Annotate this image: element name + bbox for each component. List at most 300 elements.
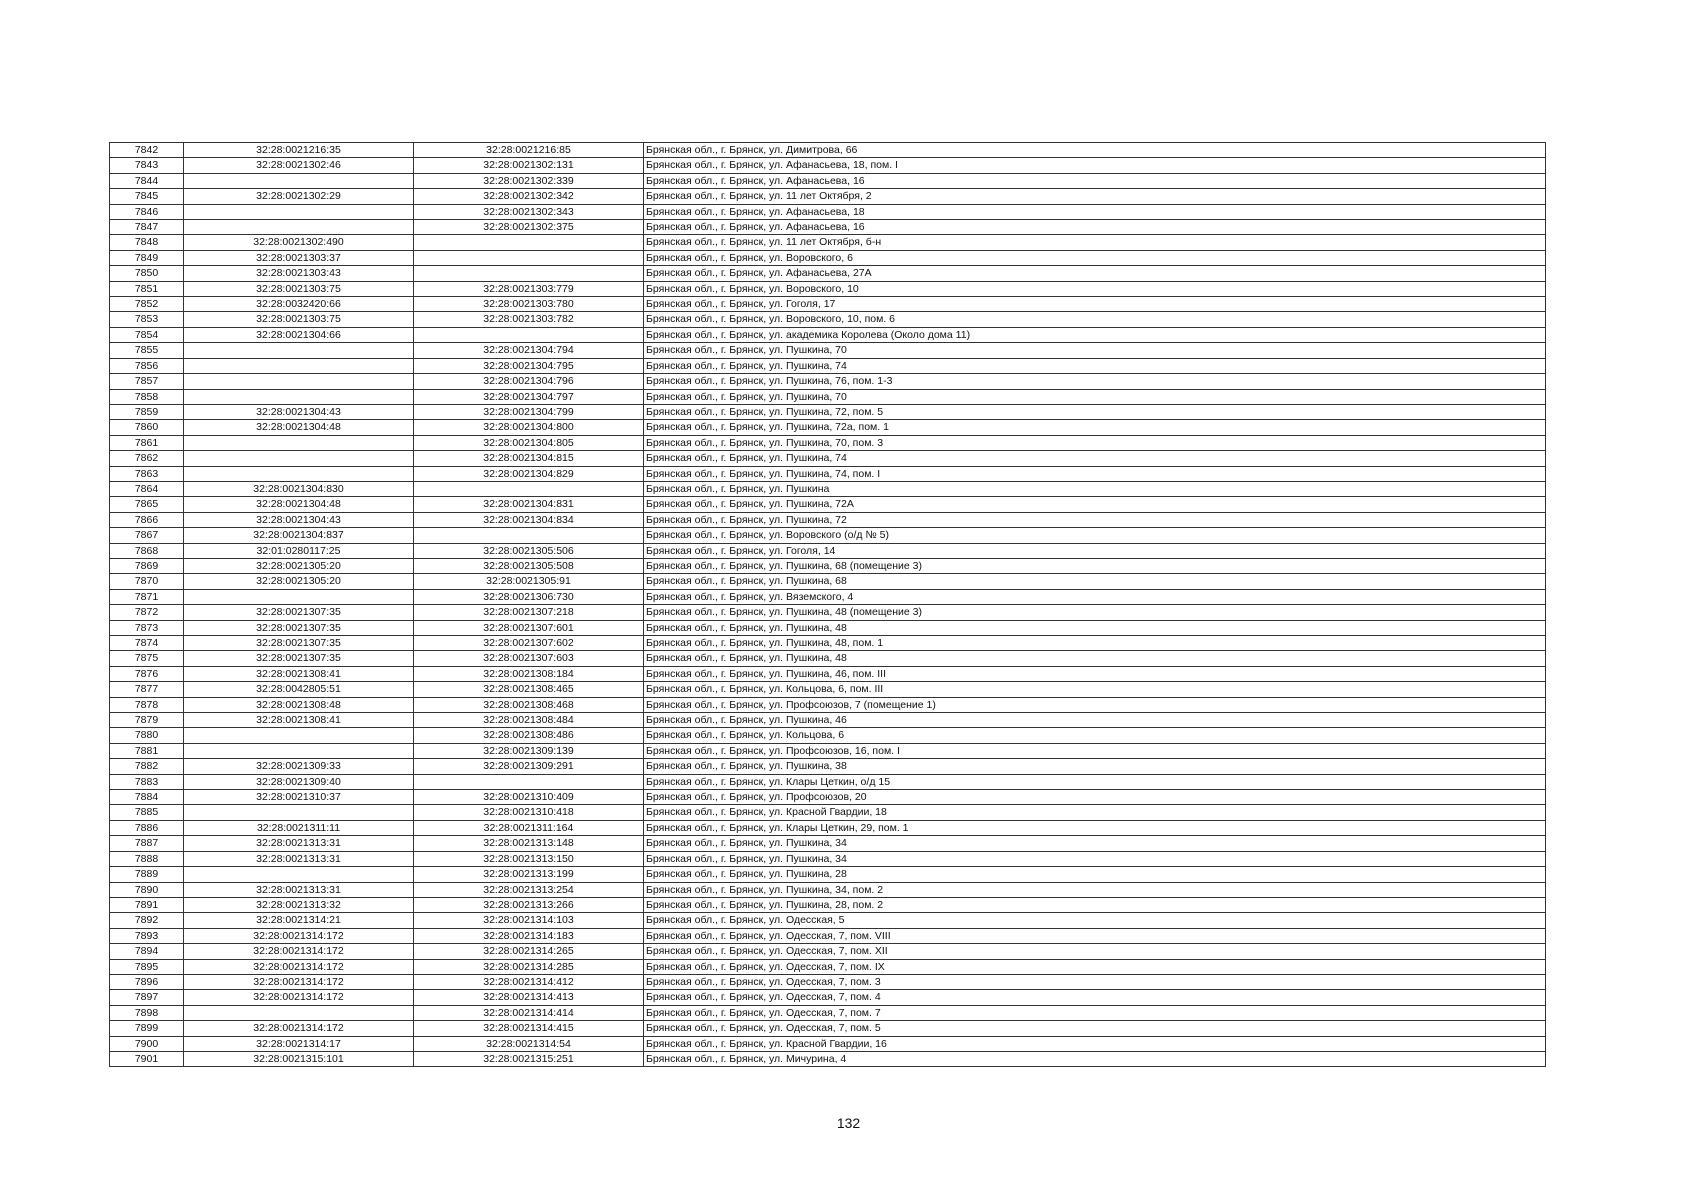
cadastral-number-object-cell: 32:28:0021302:342 <box>414 189 644 204</box>
cadastral-number-object-cell <box>414 481 644 496</box>
address-cell: Брянская обл., г. Брянск, ул. Пушкина, 68 <box>644 574 1546 589</box>
row-number-cell: 7873 <box>110 620 184 635</box>
cadastral-number-parcel-cell: 32:28:0021308:48 <box>184 697 414 712</box>
cadastral-number-parcel-cell: 32:28:0021314:172 <box>184 974 414 989</box>
cadastral-number-object-cell: 32:28:0021304:815 <box>414 451 644 466</box>
address-cell: Брянская обл., г. Брянск, ул. Пушкина, 72А <box>644 497 1546 512</box>
cadastral-number-object-cell: 32:28:0021302:131 <box>414 158 644 173</box>
address-cell: Брянская обл., г. Брянск, ул. Пушкина, 72, пом. 5 <box>644 404 1546 419</box>
address-cell: Брянская обл., г. Брянск, ул. Пушкина, 34 <box>644 851 1546 866</box>
table-row <box>110 774 1546 789</box>
cadastral-number-parcel-cell <box>184 805 414 820</box>
cadastral-number-parcel-cell: 32:28:0021302:29 <box>184 189 414 204</box>
cadastral-number-object-cell: 32:28:0021302:339 <box>414 173 644 188</box>
cadastral-number-parcel-cell: 32:28:0021313:32 <box>184 897 414 912</box>
cadastral-number-object-cell: 32:28:0021313:150 <box>414 851 644 866</box>
address-cell: Брянская обл., г. Брянск, ул. Пушкина, 28, пом. 2 <box>644 897 1546 912</box>
row-number-cell: 7894 <box>110 944 184 959</box>
register-table <box>109 142 1546 1067</box>
address-cell: Брянская обл., г. Брянск, ул. Пушкина, 68 (помещение 3) <box>644 558 1546 573</box>
cadastral-number-object-cell: 32:28:0021305:508 <box>414 558 644 573</box>
table-row <box>110 1021 1546 1036</box>
cadastral-number-object-cell: 32:28:0021216:85 <box>414 143 644 158</box>
address-cell: Брянская обл., г. Брянск, ул. Афанасьева, 16 <box>644 220 1546 235</box>
table-row <box>110 820 1546 835</box>
cadastral-number-parcel-cell: 32:28:0021304:837 <box>184 528 414 543</box>
table-row <box>110 451 1546 466</box>
address-cell: Брянская обл., г. Брянск, ул. Пушкина, 74 <box>644 451 1546 466</box>
row-number-cell: 7845 <box>110 189 184 204</box>
table-row <box>110 374 1546 389</box>
address-cell: Брянская обл., г. Брянск, ул. Воровского, 10, пом. 6 <box>644 312 1546 327</box>
row-number-cell: 7852 <box>110 297 184 312</box>
row-number-cell: 7844 <box>110 173 184 188</box>
row-number-cell: 7898 <box>110 1005 184 1020</box>
table-row <box>110 1051 1546 1066</box>
row-number-cell: 7865 <box>110 497 184 512</box>
row-number-cell: 7896 <box>110 974 184 989</box>
row-number-cell: 7872 <box>110 605 184 620</box>
cadastral-number-parcel-cell: 32:28:0021302:490 <box>184 235 414 250</box>
row-number-cell: 7867 <box>110 528 184 543</box>
cadastral-number-object-cell: 32:28:0021304:829 <box>414 466 644 481</box>
address-cell: Брянская обл., г. Брянск, ул. Пушкина, 38 <box>644 759 1546 774</box>
cadastral-number-parcel-cell: 32:28:0021307:35 <box>184 636 414 651</box>
table-row <box>110 743 1546 758</box>
address-cell: Брянская обл., г. Брянск, ул. Клары Цеткин, о/д 15 <box>644 774 1546 789</box>
row-number-cell: 7900 <box>110 1036 184 1051</box>
table-row <box>110 728 1546 743</box>
table-row <box>110 636 1546 651</box>
row-number-cell: 7877 <box>110 682 184 697</box>
cadastral-number-object-cell: 32:28:0021304:805 <box>414 435 644 450</box>
cadastral-number-object-cell: 32:28:0021307:601 <box>414 620 644 635</box>
row-number-cell: 7857 <box>110 374 184 389</box>
row-number-cell: 7863 <box>110 466 184 481</box>
address-cell: Брянская обл., г. Брянск, ул. Кольцова, 6, пом. III <box>644 682 1546 697</box>
cadastral-number-object-cell: 32:28:0021307:218 <box>414 605 644 620</box>
table-row <box>110 990 1546 1005</box>
cadastral-number-parcel-cell <box>184 1005 414 1020</box>
address-cell: Брянская обл., г. Брянск, ул. Вяземского, 4 <box>644 589 1546 604</box>
row-number-cell: 7861 <box>110 435 184 450</box>
cadastral-number-parcel-cell: 32:28:0021304:48 <box>184 420 414 435</box>
row-number-cell: 7855 <box>110 343 184 358</box>
table-row <box>110 481 1546 496</box>
table-row <box>110 790 1546 805</box>
table-row <box>110 404 1546 419</box>
cadastral-number-object-cell: 32:28:0021304:831 <box>414 497 644 512</box>
row-number-cell: 7884 <box>110 790 184 805</box>
address-cell: Брянская обл., г. Брянск, ул. Афанасьева, 16 <box>644 173 1546 188</box>
cadastral-number-object-cell: 32:28:0021304:796 <box>414 374 644 389</box>
table-row <box>110 867 1546 882</box>
row-number-cell: 7851 <box>110 281 184 296</box>
table-row <box>110 281 1546 296</box>
address-cell: Брянская обл., г. Брянск, ул. Афанасьева, 18 <box>644 204 1546 219</box>
address-cell: Брянская обл., г. Брянск, ул. Пушкина, 70 <box>644 343 1546 358</box>
row-number-cell: 7879 <box>110 713 184 728</box>
address-cell: Брянская обл., г. Брянск, ул. Афанасьева, 27А <box>644 266 1546 281</box>
cadastral-number-object-cell: 32:28:0021308:184 <box>414 666 644 681</box>
address-cell: Брянская обл., г. Брянск, ул. Одесская, 7, пом. 3 <box>644 974 1546 989</box>
cadastral-number-object-cell: 32:28:0021314:415 <box>414 1021 644 1036</box>
address-cell: Брянская обл., г. Брянск, ул. Одесская, 7, пом. 5 <box>644 1021 1546 1036</box>
cadastral-number-object-cell: 32:28:0021308:468 <box>414 697 644 712</box>
cadastral-number-parcel-cell: 32:28:0021307:35 <box>184 605 414 620</box>
table-row <box>110 651 1546 666</box>
cadastral-number-object-cell: 32:28:0021314:54 <box>414 1036 644 1051</box>
cadastral-number-object-cell: 32:28:0021313:266 <box>414 897 644 912</box>
table-row <box>110 312 1546 327</box>
address-cell: Брянская обл., г. Брянск, ул. Одесская, 7, пом. VIII <box>644 928 1546 943</box>
cadastral-number-object-cell <box>414 774 644 789</box>
row-number-cell: 7875 <box>110 651 184 666</box>
cadastral-number-parcel-cell <box>184 589 414 604</box>
table-row <box>110 897 1546 912</box>
cadastral-number-object-cell: 32:28:0021310:418 <box>414 805 644 820</box>
cadastral-number-parcel-cell: 32:28:0021313:31 <box>184 836 414 851</box>
cadastral-number-object-cell <box>414 235 644 250</box>
row-number-cell: 7892 <box>110 913 184 928</box>
row-number-cell: 7869 <box>110 558 184 573</box>
cadastral-number-object-cell: 32:28:0021308:486 <box>414 728 644 743</box>
cadastral-number-parcel-cell: 32:28:0021314:17 <box>184 1036 414 1051</box>
table-row <box>110 882 1546 897</box>
cadastral-number-parcel-cell: 32:28:0021304:43 <box>184 512 414 527</box>
cadastral-number-object-cell <box>414 528 644 543</box>
row-number-cell: 7887 <box>110 836 184 851</box>
table-row <box>110 389 1546 404</box>
address-cell: Брянская обл., г. Брянск, ул. Одесская, 7, пом. 4 <box>644 990 1546 1005</box>
cadastral-number-object-cell: 32:28:0021314:414 <box>414 1005 644 1020</box>
row-number-cell: 7878 <box>110 697 184 712</box>
cadastral-number-parcel-cell: 32:28:0021313:31 <box>184 851 414 866</box>
table-row <box>110 959 1546 974</box>
row-number-cell: 7842 <box>110 143 184 158</box>
row-number-cell: 7890 <box>110 882 184 897</box>
cadastral-number-parcel-cell <box>184 204 414 219</box>
row-number-cell: 7848 <box>110 235 184 250</box>
cadastral-number-parcel-cell <box>184 343 414 358</box>
table-row <box>110 682 1546 697</box>
cadastral-number-object-cell: 32:28:0021308:484 <box>414 713 644 728</box>
address-cell: Брянская обл., г. Брянск, ул. Гоголя, 17 <box>644 297 1546 312</box>
row-number-cell: 7886 <box>110 820 184 835</box>
address-cell: Брянская обл., г. Брянск, ул. Профсоюзов, 20 <box>644 790 1546 805</box>
address-cell: Брянская обл., г. Брянск, ул. Пушкина, 48, пом. 1 <box>644 636 1546 651</box>
cadastral-number-object-cell: 32:28:0021304:800 <box>414 420 644 435</box>
cadastral-number-parcel-cell: 32:28:0032420:66 <box>184 297 414 312</box>
cadastral-number-object-cell <box>414 250 644 265</box>
cadastral-number-parcel-cell: 32:28:0021307:35 <box>184 651 414 666</box>
table-row <box>110 497 1546 512</box>
cadastral-number-parcel-cell: 32:28:0021310:37 <box>184 790 414 805</box>
address-cell: Брянская обл., г. Брянск, ул. Клары Цеткин, 29, пом. 1 <box>644 820 1546 835</box>
table-row <box>110 327 1546 342</box>
row-number-cell: 7846 <box>110 204 184 219</box>
row-number-cell: 7854 <box>110 327 184 342</box>
address-cell: Брянская обл., г. Брянск, ул. Воровского, 10 <box>644 281 1546 296</box>
address-cell: Брянская обл., г. Брянск, ул. Пушкина, 48 (помещение 3) <box>644 605 1546 620</box>
row-number-cell: 7859 <box>110 404 184 419</box>
cadastral-number-parcel-cell: 32:28:0021305:20 <box>184 558 414 573</box>
cadastral-number-parcel-cell: 32:28:0021303:75 <box>184 281 414 296</box>
address-cell: Брянская обл., г. Брянск, ул. Одесская, 7, пом. XII <box>644 944 1546 959</box>
address-cell: Брянская обл., г. Брянск, ул. Воровского, 6 <box>644 250 1546 265</box>
address-cell: Брянская обл., г. Брянск, ул. Пушкина, 46, пом. III <box>644 666 1546 681</box>
cadastral-number-parcel-cell: 32:28:0021304:43 <box>184 404 414 419</box>
row-number-cell: 7853 <box>110 312 184 327</box>
cadastral-number-parcel-cell <box>184 451 414 466</box>
cadastral-number-parcel-cell: 32:28:0021302:46 <box>184 158 414 173</box>
address-cell: Брянская обл., г. Брянск, ул. Пушкина, 74, пом. I <box>644 466 1546 481</box>
address-cell: Брянская обл., г. Брянск, ул. Одесская, 7, пом. IX <box>644 959 1546 974</box>
cadastral-number-parcel-cell: 32:28:0021303:75 <box>184 312 414 327</box>
cadastral-number-object-cell: 32:28:0021307:603 <box>414 651 644 666</box>
table-row <box>110 851 1546 866</box>
address-cell: Брянская обл., г. Брянск, ул. Афанасьева, 18, пом. I <box>644 158 1546 173</box>
table-row <box>110 250 1546 265</box>
cadastral-number-parcel-cell <box>184 435 414 450</box>
row-number-cell: 7858 <box>110 389 184 404</box>
table-row <box>110 343 1546 358</box>
row-number-cell: 7901 <box>110 1051 184 1066</box>
cadastral-number-object-cell: 32:28:0021307:602 <box>414 636 644 651</box>
cadastral-number-object-cell: 32:28:0021304:834 <box>414 512 644 527</box>
table-row <box>110 466 1546 481</box>
address-cell: Брянская обл., г. Брянск, ул. Пушкина, 28 <box>644 867 1546 882</box>
cadastral-number-parcel-cell <box>184 374 414 389</box>
row-number-cell: 7868 <box>110 543 184 558</box>
cadastral-number-parcel-cell: 32:28:0021304:830 <box>184 481 414 496</box>
cadastral-number-parcel-cell: 32:28:0021314:172 <box>184 959 414 974</box>
address-cell: Брянская обл., г. Брянск, ул. Пушкина, 76, пом. 1-3 <box>644 374 1546 389</box>
row-number-cell: 7850 <box>110 266 184 281</box>
cadastral-number-parcel-cell <box>184 867 414 882</box>
cadastral-number-object-cell: 32:28:0021304:797 <box>414 389 644 404</box>
cadastral-number-object-cell: 32:28:0021313:254 <box>414 882 644 897</box>
address-cell: Брянская обл., г. Брянск, ул. Пушкина, 46 <box>644 713 1546 728</box>
cadastral-number-object-cell: 32:28:0021314:285 <box>414 959 644 974</box>
row-number-cell: 7893 <box>110 928 184 943</box>
row-number-cell: 7856 <box>110 358 184 373</box>
row-number-cell: 7847 <box>110 220 184 235</box>
cadastral-number-object-cell: 32:28:0021315:251 <box>414 1051 644 1066</box>
address-cell: Брянская обл., г. Брянск, ул. Пушкина, 70, пом. 3 <box>644 435 1546 450</box>
cadastral-number-parcel-cell: 32:28:0021309:33 <box>184 759 414 774</box>
row-number-cell: 7888 <box>110 851 184 866</box>
cadastral-number-parcel-cell: 32:28:0021216:35 <box>184 143 414 158</box>
table-row <box>110 805 1546 820</box>
cadastral-number-parcel-cell: 32:28:0021311:11 <box>184 820 414 835</box>
address-cell: Брянская обл., г. Брянск, ул. Воровского (о/д № 5) <box>644 528 1546 543</box>
cadastral-number-parcel-cell: 32:28:0021309:40 <box>184 774 414 789</box>
cadastral-number-object-cell: 32:28:0021303:779 <box>414 281 644 296</box>
row-number-cell: 7843 <box>110 158 184 173</box>
address-cell: Брянская обл., г. Брянск, ул. Красной Гвардии, 18 <box>644 805 1546 820</box>
row-number-cell: 7882 <box>110 759 184 774</box>
row-number-cell: 7883 <box>110 774 184 789</box>
cadastral-number-object-cell: 32:28:0021310:409 <box>414 790 644 805</box>
cadastral-number-parcel-cell: 32:28:0021315:101 <box>184 1051 414 1066</box>
address-cell: Брянская обл., г. Брянск, ул. Гоголя, 14 <box>644 543 1546 558</box>
address-cell: Брянская обл., г. Брянск, ул. Димитрова, 66 <box>644 143 1546 158</box>
row-number-cell: 7860 <box>110 420 184 435</box>
cadastral-number-parcel-cell: 32:28:0021314:21 <box>184 913 414 928</box>
row-number-cell: 7849 <box>110 250 184 265</box>
cadastral-number-object-cell: 32:28:0021314:413 <box>414 990 644 1005</box>
cadastral-number-object-cell: 32:28:0021306:730 <box>414 589 644 604</box>
table-row <box>110 173 1546 188</box>
cadastral-number-object-cell: 32:28:0021314:412 <box>414 974 644 989</box>
cadastral-number-object-cell: 32:28:0021309:291 <box>414 759 644 774</box>
table-row <box>110 358 1546 373</box>
table-row <box>110 759 1546 774</box>
cadastral-number-object-cell: 32:28:0021314:183 <box>414 928 644 943</box>
table-row <box>110 944 1546 959</box>
cadastral-number-object-cell: 32:28:0021302:375 <box>414 220 644 235</box>
table-row <box>110 928 1546 943</box>
cadastral-number-object-cell: 32:28:0021303:782 <box>414 312 644 327</box>
cadastral-number-object-cell: 32:28:0021308:465 <box>414 682 644 697</box>
address-cell: Брянская обл., г. Брянск, ул. Пушкина, 74 <box>644 358 1546 373</box>
page-number: 132 <box>836 1115 861 1131</box>
cadastral-number-object-cell: 32:28:0021311:164 <box>414 820 644 835</box>
table-row <box>110 974 1546 989</box>
address-cell: Брянская обл., г. Брянск, ул. Профсоюзов, 7 (помещение 1) <box>644 697 1546 712</box>
cadastral-number-parcel-cell: 32:28:0021307:35 <box>184 620 414 635</box>
address-cell: Брянская обл., г. Брянск, ул. Пушкина, 48 <box>644 651 1546 666</box>
address-cell: Брянская обл., г. Брянск, ул. Пушкина, 72 <box>644 512 1546 527</box>
cadastral-number-parcel-cell <box>184 358 414 373</box>
cadastral-number-parcel-cell: 32:01:0280117:25 <box>184 543 414 558</box>
register-table-body <box>110 143 1546 1067</box>
table-row <box>110 1036 1546 1051</box>
cadastral-number-parcel-cell: 32:28:0042805:51 <box>184 682 414 697</box>
row-number-cell: 7870 <box>110 574 184 589</box>
cadastral-number-object-cell: 32:28:0021314:103 <box>414 913 644 928</box>
table-row <box>110 666 1546 681</box>
row-number-cell: 7891 <box>110 897 184 912</box>
table-row <box>110 220 1546 235</box>
table-row <box>110 143 1546 158</box>
table-row <box>110 204 1546 219</box>
table-row <box>110 528 1546 543</box>
cadastral-number-parcel-cell <box>184 466 414 481</box>
table-row <box>110 235 1546 250</box>
row-number-cell: 7889 <box>110 867 184 882</box>
cadastral-number-object-cell: 32:28:0021302:343 <box>414 204 644 219</box>
cadastral-number-object-cell: 32:28:0021303:780 <box>414 297 644 312</box>
table-row <box>110 1005 1546 1020</box>
address-cell: Брянская обл., г. Брянск, ул. Красной Гвардии, 16 <box>644 1036 1546 1051</box>
cadastral-number-parcel-cell: 32:28:0021308:41 <box>184 666 414 681</box>
cadastral-number-object-cell: 32:28:0021314:265 <box>414 944 644 959</box>
cadastral-number-parcel-cell <box>184 220 414 235</box>
address-cell: Брянская обл., г. Брянск, ул. Кольцова, 6 <box>644 728 1546 743</box>
cadastral-number-object-cell: 32:28:0021304:794 <box>414 343 644 358</box>
row-number-cell: 7899 <box>110 1021 184 1036</box>
table-row <box>110 435 1546 450</box>
cadastral-number-parcel-cell: 32:28:0021314:172 <box>184 928 414 943</box>
address-cell: Брянская обл., г. Брянск, ул. Пушкина, 48 <box>644 620 1546 635</box>
address-cell: Брянская обл., г. Брянск, ул. Пушкина, 34, пом. 2 <box>644 882 1546 897</box>
table-row <box>110 189 1546 204</box>
table-row <box>110 697 1546 712</box>
address-cell: Брянская обл., г. Брянск, ул. Пушкина, 72а, пом. 1 <box>644 420 1546 435</box>
table-row <box>110 836 1546 851</box>
table-row <box>110 558 1546 573</box>
cadastral-number-parcel-cell: 32:28:0021314:172 <box>184 1021 414 1036</box>
address-cell: Брянская обл., г. Брянск, ул. Пушкина, 70 <box>644 389 1546 404</box>
row-number-cell: 7881 <box>110 743 184 758</box>
cadastral-number-parcel-cell: 32:28:0021304:48 <box>184 497 414 512</box>
cadastral-number-parcel-cell: 32:28:0021313:31 <box>184 882 414 897</box>
cadastral-number-object-cell <box>414 327 644 342</box>
row-number-cell: 7880 <box>110 728 184 743</box>
cadastral-number-parcel-cell: 32:28:0021314:172 <box>184 990 414 1005</box>
cadastral-number-object-cell: 32:28:0021304:799 <box>414 404 644 419</box>
address-cell: Брянская обл., г. Брянск, ул. Одесская, 5 <box>644 913 1546 928</box>
cadastral-number-parcel-cell: 32:28:0021304:66 <box>184 327 414 342</box>
table-row <box>110 266 1546 281</box>
address-cell: Брянская обл., г. Брянск, ул. 11 лет Октября, б-н <box>644 235 1546 250</box>
table-row <box>110 543 1546 558</box>
cadastral-number-object-cell: 32:28:0021309:139 <box>414 743 644 758</box>
address-cell: Брянская обл., г. Брянск, ул. Профсоюзов, 16, пом. I <box>644 743 1546 758</box>
cadastral-number-parcel-cell: 32:28:0021308:41 <box>184 713 414 728</box>
table-row <box>110 420 1546 435</box>
cadastral-number-parcel-cell <box>184 389 414 404</box>
cadastral-number-parcel-cell: 32:28:0021303:43 <box>184 266 414 281</box>
table-row <box>110 620 1546 635</box>
table-row <box>110 605 1546 620</box>
cadastral-number-parcel-cell <box>184 728 414 743</box>
address-cell: Брянская обл., г. Брянск, ул. академика Королева (Около дома 11) <box>644 327 1546 342</box>
table-row <box>110 713 1546 728</box>
row-number-cell: 7897 <box>110 990 184 1005</box>
address-cell: Брянская обл., г. Брянск, ул. Мичурина, 4 <box>644 1051 1546 1066</box>
cadastral-number-object-cell: 32:28:0021313:148 <box>414 836 644 851</box>
row-number-cell: 7871 <box>110 589 184 604</box>
row-number-cell: 7862 <box>110 451 184 466</box>
row-number-cell: 7874 <box>110 636 184 651</box>
address-cell: Брянская обл., г. Брянск, ул. Пушкина, 34 <box>644 836 1546 851</box>
cadastral-number-object-cell: 32:28:0021305:506 <box>414 543 644 558</box>
table-row <box>110 913 1546 928</box>
row-number-cell: 7866 <box>110 512 184 527</box>
cadastral-number-object-cell: 32:28:0021313:199 <box>414 867 644 882</box>
table-row <box>110 512 1546 527</box>
row-number-cell: 7895 <box>110 959 184 974</box>
table-row <box>110 574 1546 589</box>
cadastral-number-parcel-cell <box>184 743 414 758</box>
address-cell: Брянская обл., г. Брянск, ул. Одесская, 7, пом. 7 <box>644 1005 1546 1020</box>
row-number-cell: 7885 <box>110 805 184 820</box>
cadastral-number-parcel-cell <box>184 173 414 188</box>
address-cell: Брянская обл., г. Брянск, ул. Пушкина <box>644 481 1546 496</box>
cadastral-number-object-cell <box>414 266 644 281</box>
cadastral-number-parcel-cell: 32:28:0021303:37 <box>184 250 414 265</box>
table-row <box>110 158 1546 173</box>
table-row <box>110 589 1546 604</box>
address-cell: Брянская обл., г. Брянск, ул. 11 лет Октября, 2 <box>644 189 1546 204</box>
row-number-cell: 7876 <box>110 666 184 681</box>
cadastral-number-parcel-cell: 32:28:0021314:172 <box>184 944 414 959</box>
cadastral-number-parcel-cell: 32:28:0021305:20 <box>184 574 414 589</box>
table-row <box>110 297 1546 312</box>
